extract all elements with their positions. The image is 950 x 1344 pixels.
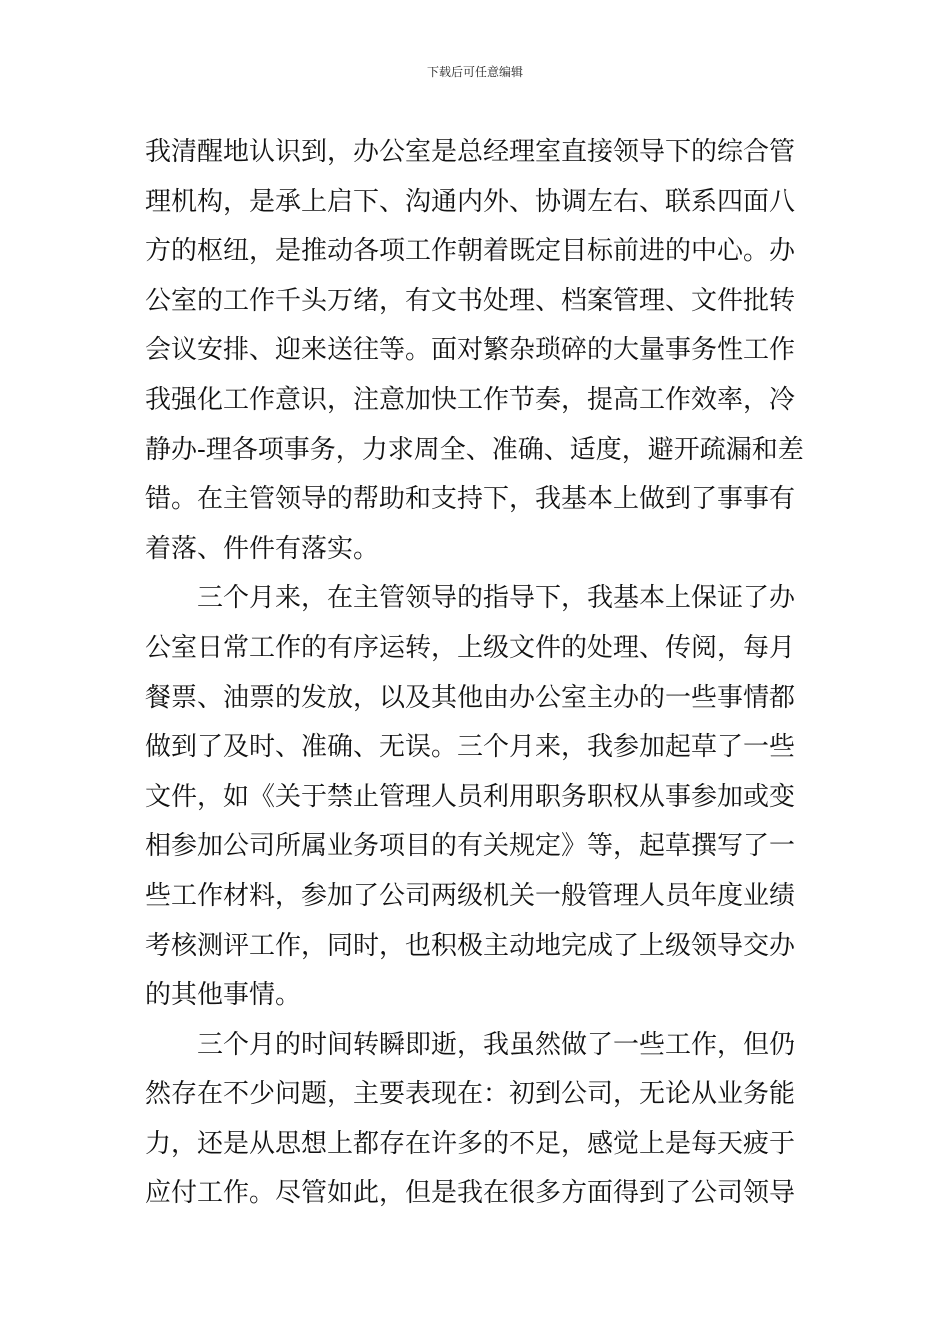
text-line: 理机构，是承上启下、沟通内外、协调左右、联系四面八 [145,186,796,217]
text-line: 考核测评工作，同时，也积极主动地完成了上级领导交办 [145,930,796,961]
text-line: 做到了及时、准确、无误。三个月来，我参加起草了一些 [145,732,796,763]
text-line: 的其他事情。 [145,980,302,1011]
text-line: 然存在不少问题，主要表现在：初到公司，无论从业务能 [145,1079,796,1110]
text-line: 公室的工作千头万绪，有文书处理、档案管理、文件批转 [145,285,796,316]
body-text [145,128,809,1219]
text-line: 些工作材料，参加了公司两级机关一般管理人员年度业绩 [145,880,796,911]
text-line: 我清醒地认识到，办公室是总经理室直接领导下的综合管 [145,137,796,167]
text-line: 方的枢纽，是推动各项工作朝着既定目标前进的中心。办 [145,236,796,267]
text-line: 公室日常工作的有序运转，上级文件的处理、传阅，每月 [145,632,796,663]
text-line: 文件，如《关于禁止管理人员利用职务职权从事参加或变 [145,781,796,812]
text-line: 静办-理各项事务，力求周全、准确、适度，避开疏漏和差 [145,434,804,465]
paragraph-first-line: 三个月来，在主管领导的指导下，我基本上保证了办 [197,583,796,614]
text-line: 错。在主管领导的帮助和支持下，我基本上做到了事事有 [145,484,796,515]
text-line: 餐票、油票的发放，以及其他由办公室主办的一些事情都 [145,682,796,713]
text-line: 相参加公司所属业务项目的有关规定》等，起草撰写了一 [145,831,796,862]
text-line: 会议安排、迎来送往等。面对繁杂琐碎的大量事务性工作 [145,335,796,366]
text-line: 力，还是从思想上都存在许多的不足，感觉上是每天疲于 [145,1128,796,1159]
text-line: 着落、件件有落实。 [145,533,380,564]
text-line: 我强化工作意识，注意加快工作节奏，提高工作效率，冷 [145,384,796,415]
page-header: 下载后可任意编辑 [426,65,523,79]
paragraph-first-line: 三个月的时间转瞬即逝，我虽然做了一些工作，但仍 [197,1029,796,1060]
text-line: 应付工作。尽管如此，但是我在很多方面得到了公司领导 [145,1178,796,1209]
